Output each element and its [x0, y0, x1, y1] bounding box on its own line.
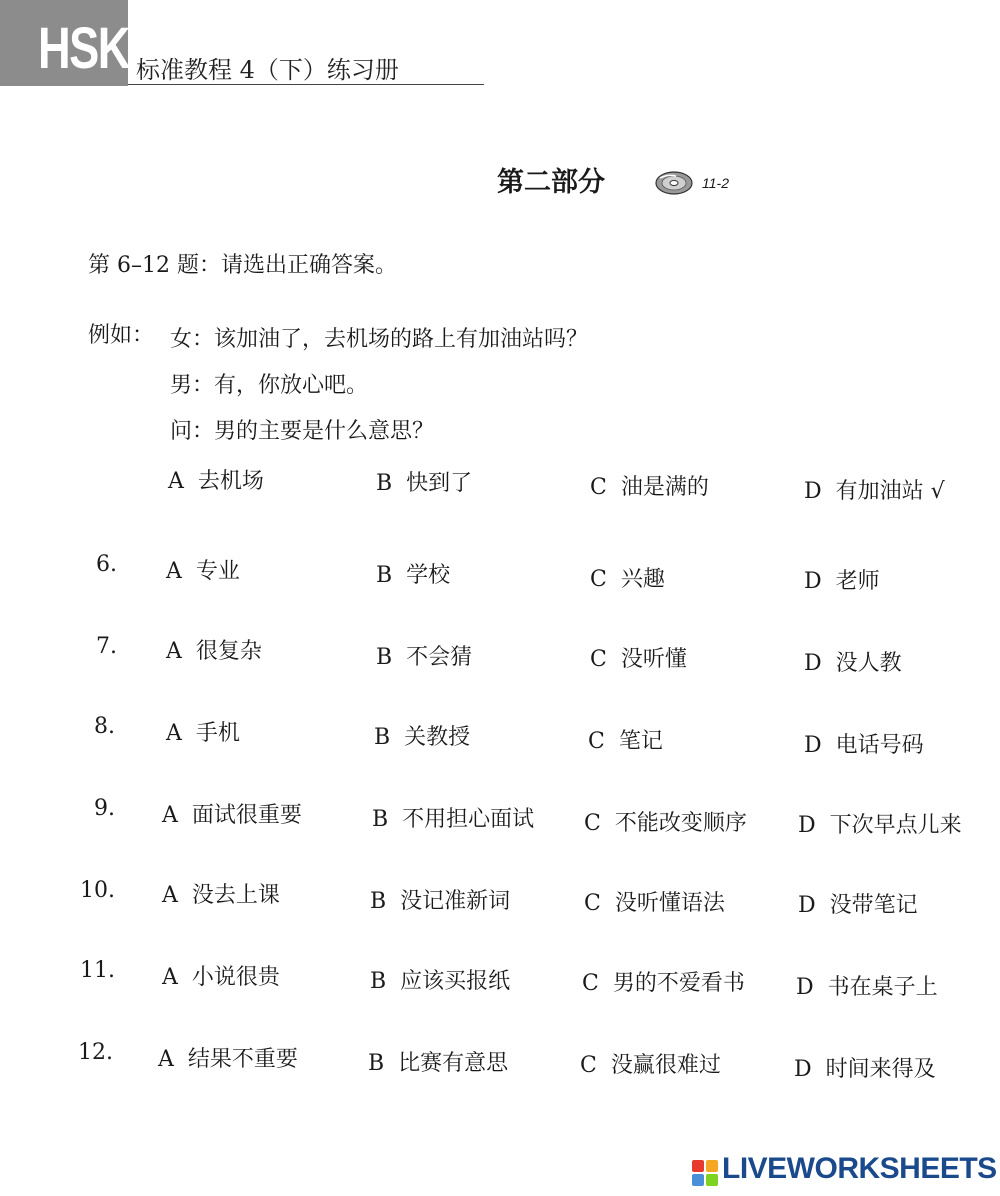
option-letter: B	[376, 645, 393, 670]
question-6-option-d[interactable]	[804, 564, 880, 595]
hsk-logo	[0, 0, 128, 86]
option-text: 没去上课	[191, 883, 280, 908]
option-text: 很复杂	[195, 639, 262, 664]
option-letter: A	[166, 559, 182, 584]
option-letter: D	[804, 479, 822, 504]
option-text: 有加油站 √	[835, 479, 945, 504]
question-12-option-c[interactable]	[580, 1048, 721, 1079]
option-letter: D	[804, 651, 822, 676]
option-text: 小说很贵	[191, 965, 280, 990]
option-letter: B	[370, 969, 387, 994]
example-option-a	[168, 464, 264, 495]
example-label: 例如：	[88, 323, 155, 348]
liveworksheets-brand[interactable]: LIVEWORKSHEETS	[722, 1152, 997, 1185]
option-letter: A	[168, 469, 184, 494]
option-letter: B	[376, 471, 393, 496]
question-10-option-c[interactable]	[584, 886, 725, 917]
option-text: 没记准新词	[400, 889, 511, 914]
option-letter: C	[580, 1053, 597, 1078]
option-letter: A	[166, 721, 182, 746]
question-11-option-a[interactable]	[162, 960, 280, 991]
option-text: 不会猜	[406, 645, 473, 670]
question-8-option-d[interactable]	[804, 728, 924, 759]
option-letter: C	[588, 729, 605, 754]
audio-track-number: 11-2	[702, 175, 729, 191]
question-10-option-b[interactable]	[370, 884, 510, 915]
example-option-c	[590, 470, 709, 501]
question-12-option-d[interactable]	[794, 1052, 936, 1083]
cd-icon	[654, 168, 694, 196]
option-text: 书在桌子上	[827, 975, 938, 1000]
header-divider	[128, 84, 484, 85]
question-6-option-b[interactable]	[376, 558, 450, 589]
option-text: 结果不重要	[187, 1047, 298, 1072]
example-question: 问：男的主要是什么意思？	[170, 419, 435, 444]
book-title: 标准教程 4（下）练习册	[136, 56, 399, 84]
question-8-option-c[interactable]	[588, 724, 663, 755]
option-letter: A	[162, 883, 178, 908]
option-letter: C	[590, 647, 607, 672]
option-letter: A	[162, 803, 178, 828]
question-7-option-b[interactable]	[376, 640, 472, 671]
question-8-option-a[interactable]	[166, 716, 240, 747]
option-text: 没人教	[835, 651, 902, 676]
question-9-option-a[interactable]	[162, 798, 302, 829]
question-12-option-a[interactable]	[158, 1042, 298, 1073]
option-letter: B	[368, 1051, 385, 1076]
question-11-option-d[interactable]	[796, 970, 938, 1001]
option-text: 面试很重要	[191, 803, 302, 828]
example-option-d	[804, 474, 945, 505]
option-letter: D	[804, 569, 822, 594]
option-letter: D	[798, 813, 816, 838]
option-text: 油是满的	[620, 475, 709, 500]
question-10-option-a[interactable]	[162, 878, 280, 909]
option-letter: D	[804, 733, 822, 758]
option-letter: B	[374, 725, 391, 750]
hsk-logo-text: HSK	[38, 16, 129, 81]
option-letter: B	[372, 807, 389, 832]
option-text: 学校	[406, 563, 451, 588]
question-6-option-c[interactable]	[590, 562, 665, 593]
question-number: 6.	[96, 552, 117, 577]
option-text: 笔记	[618, 729, 663, 754]
example-option-b	[376, 466, 472, 497]
question-number: 9.	[94, 796, 115, 821]
question-11-option-c[interactable]	[582, 966, 745, 997]
option-letter: D	[796, 975, 814, 1000]
option-letter: D	[798, 893, 816, 918]
question-number: 12.	[78, 1040, 113, 1065]
option-text: 不用担心面试	[402, 807, 535, 832]
question-12-option-b[interactable]	[368, 1046, 508, 1077]
option-text: 电话号码	[835, 733, 924, 758]
option-letter: C	[590, 567, 607, 592]
option-letter: C	[584, 811, 601, 836]
option-text: 没赢很难过	[610, 1053, 721, 1078]
question-7-option-c[interactable]	[590, 642, 687, 673]
option-text: 没带笔记	[829, 893, 918, 918]
question-6-option-a[interactable]	[166, 554, 240, 585]
option-letter: A	[158, 1047, 174, 1072]
option-letter: C	[590, 475, 607, 500]
question-7-option-a[interactable]	[166, 634, 262, 665]
option-text: 老师	[835, 569, 880, 594]
option-letter: A	[166, 639, 182, 664]
option-letter: C	[584, 891, 601, 916]
option-letter: C	[582, 971, 599, 996]
option-text: 不能改变顺序	[614, 811, 747, 836]
example-dialogue-line: 女：该加油了，去机场的路上有加油站吗？	[170, 327, 589, 352]
question-number: 11.	[80, 958, 115, 983]
question-9-option-d[interactable]	[798, 808, 962, 839]
option-letter: D	[794, 1057, 812, 1082]
question-7-option-d[interactable]	[804, 646, 902, 677]
option-text: 时间来得及	[825, 1057, 936, 1082]
option-text: 男的不爱看书	[612, 971, 745, 996]
question-11-option-b[interactable]	[370, 964, 510, 995]
option-text: 没听懂语法	[614, 891, 725, 916]
question-9-option-c[interactable]	[584, 806, 747, 837]
option-letter: B	[370, 889, 387, 914]
section-title: 第二部分	[497, 167, 605, 198]
question-8-option-b[interactable]	[374, 720, 470, 751]
liveworksheets-logo-icon	[692, 1160, 718, 1186]
option-text: 手机	[195, 721, 240, 746]
option-letter: A	[162, 965, 178, 990]
option-text: 下次早点儿来	[829, 813, 962, 838]
option-letter: B	[376, 563, 393, 588]
question-number: 8.	[94, 714, 115, 739]
option-text: 没听懂	[620, 647, 687, 672]
question-number: 7.	[96, 634, 117, 659]
option-text: 快到了	[406, 471, 473, 496]
option-text: 去机场	[197, 469, 264, 494]
question-9-option-b[interactable]	[372, 802, 534, 833]
option-text: 关教授	[404, 725, 471, 750]
question-number: 10.	[80, 878, 115, 903]
question-10-option-d[interactable]	[798, 888, 918, 919]
option-text: 应该买报纸	[400, 969, 511, 994]
example-dialogue-line: 男：有，你放心吧。	[170, 373, 369, 398]
option-text: 专业	[195, 559, 240, 584]
option-text: 兴趣	[620, 567, 665, 592]
instructions: 第 6–12 题：请选出正确答案。	[88, 253, 397, 278]
option-text: 比赛有意思	[398, 1051, 509, 1076]
